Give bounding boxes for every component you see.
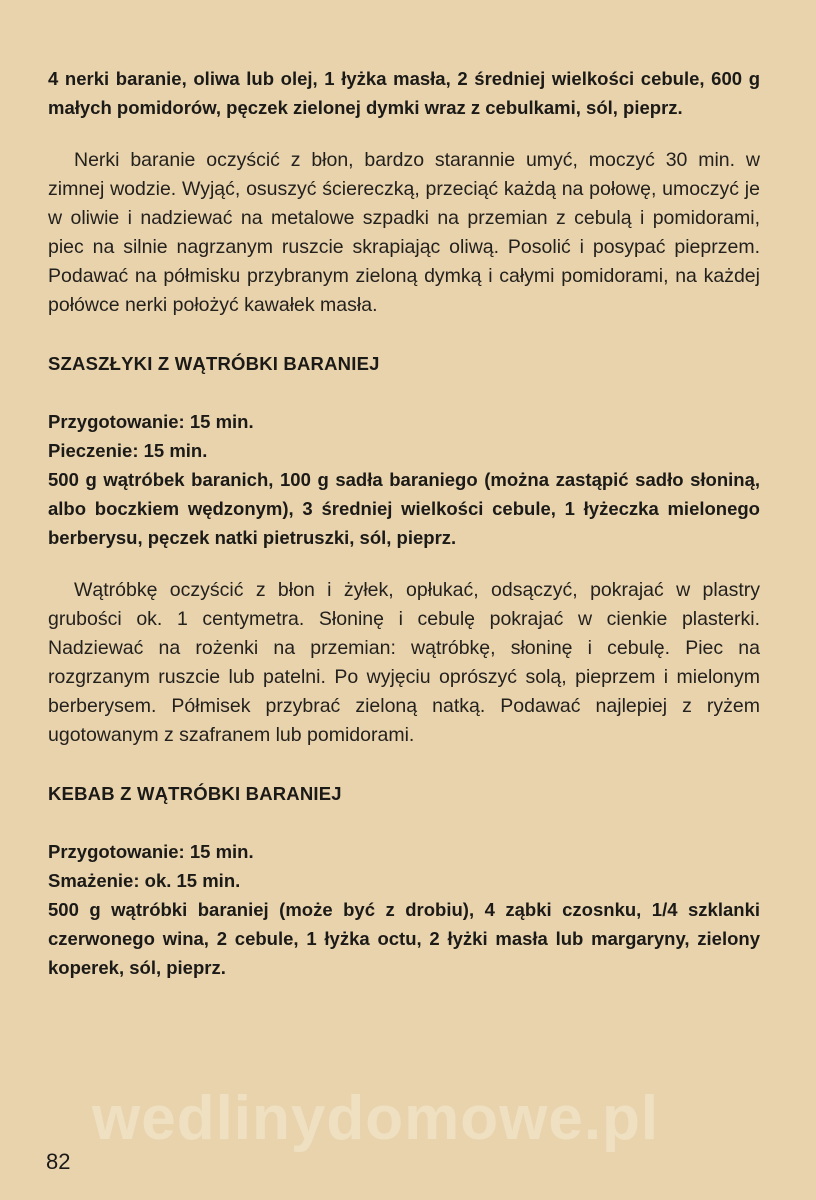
instructions-nerki: Nerki baranie oczyścić z błon, bardzo starannie umyć, moczyć 30 min. w zimnej wodzie. Wyjąć, osuszyć ściereczką, przeciąć każdą na połowę, umoczyć je w oliwie i nadziewać na metalowe szpadki na przemian z cebulą i pomidorami, piec na silnie nagrzanym ruszcie skrapiając oliwą. Posolić i posypać pieprzem. Podawać na półmisku przybranym zieloną dymką i całymi pomidorami, na każdej połówce nerki położyć kawałek masła. [48, 149, 760, 316]
book-page [48, 64, 760, 982]
ingredients-nerki: 4 nerki baranie, oliwa lub olej, 1 łyżka masła, 2 średniej wielkości cebule, 600 g małych pomidorów, pęczek zielonej dymki wraz z cebulkami, sól, pieprz. [48, 68, 760, 118]
recipe-title-kebab: KEBAB Z WĄTRÓBKI BARANIEJ [48, 783, 342, 804]
ingredients-kebab: 500 g wątróbki baraniej (może być z drobiu), 4 ząbki czosnku, 1/4 szklanki czerwonego wina, 2 cebule, 1 łyżka octu, 2 łyżki masła lub margaryny, zielony koperek, sól, pieprz. [48, 899, 760, 978]
cook-time-kebab: Smażenie: ok. 15 min. [48, 870, 241, 891]
prep-time-szaszlyki: Przygotowanie: 15 min. [48, 411, 254, 432]
instructions-szaszlyki: Wątróbkę oczyścić z błon i żyłek, opłukać, odsączyć, pokrajać w plastry grubości ok. 1 centymetra. Słoninę i cebulę pokrajać w cienkie plasterki. Nadziewać na rożenki na przemian: wątróbkę, słoninę i cebulę. Piec na rozgrzanym ruszcie lub patelni. Po wyjęciu oprószyć solą, pieprzem i mielonym berberysem. Półmisek przybrać zieloną natką. Podawać najlepiej z ryżem ugotowanym z szafranem lub pomidorami. [48, 579, 760, 746]
prep-time-kebab: Przygotowanie: 15 min. [48, 841, 254, 862]
recipe-title-szaszlyki: SZASZŁYKI Z WĄTRÓBKI BARANIEJ [48, 353, 380, 374]
page-number: 82 [46, 1149, 71, 1174]
cook-time-szaszlyki: Pieczenie: 15 min. [48, 440, 208, 461]
ingredients-szaszlyki: 500 g wątróbek baranich, 100 g sadła baraniego (można zastąpić sadło słoniną, albo boczkiem wędzonym), 3 średniej wielkości cebule, 1 łyżeczka mielonego berberysu, pęczek natki pietruszki, sól, pieprz. [48, 469, 760, 548]
watermark: wedlinydomowe.pl [92, 1084, 660, 1153]
